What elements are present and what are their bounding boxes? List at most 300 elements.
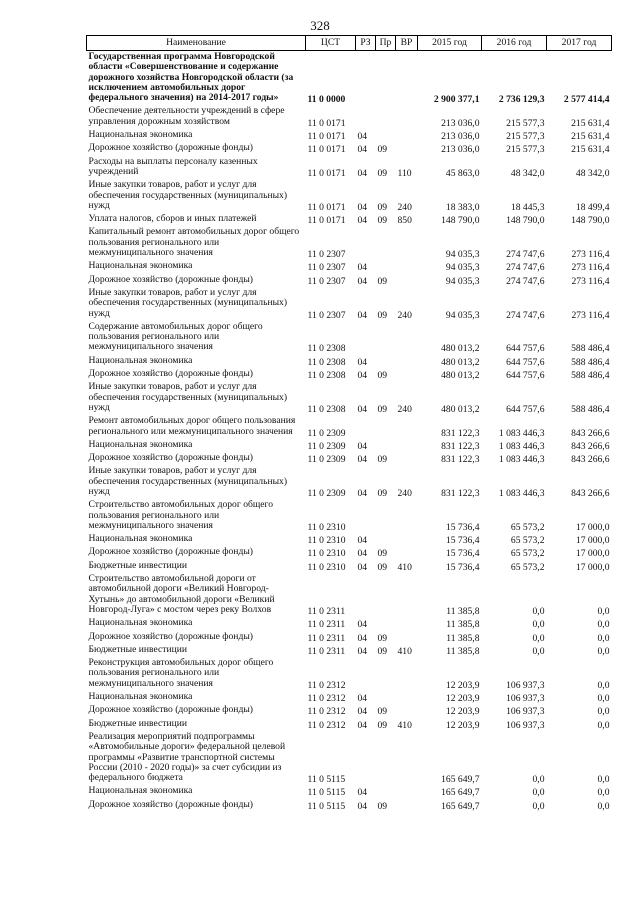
- row-name: Дорожное хозяйство (дорожные фонды): [88, 630, 253, 642]
- header-2016: 2016 год: [482, 36, 547, 51]
- row-value-2017: 843 266,6: [571, 454, 610, 466]
- header-2017: 2017 год: [547, 36, 612, 51]
- row-pr: [376, 355, 396, 368]
- table-row: [87, 142, 612, 155]
- row-value-2016: 65 573,2: [510, 561, 545, 573]
- row-rz: 04: [357, 262, 368, 274]
- row-vr: [396, 439, 418, 452]
- row-value-2015: 94 035,3: [445, 309, 480, 321]
- row-value-2017: 18 499,4: [575, 201, 610, 213]
- row-value-2015: 480 013,2: [441, 356, 480, 368]
- row-name: Национальная экономика: [88, 354, 193, 366]
- row-pr: [376, 533, 396, 546]
- row-name: Национальная экономика: [88, 438, 193, 450]
- table-row: [87, 617, 612, 630]
- row-value-2017: 0,0: [597, 619, 610, 631]
- row-value-2017: 0,0: [597, 719, 610, 731]
- row-vr: [396, 274, 418, 287]
- row-rz: 04: [357, 706, 368, 718]
- row-name: Дорожное хозяйство (дорожные фонды): [88, 368, 253, 380]
- row-cst: 11 0 2307: [307, 309, 346, 321]
- row-value-2016: 0,0: [532, 774, 545, 786]
- row-name: Дорожное хозяйство (дорожные фонды): [88, 142, 253, 154]
- row-value-2016: 0,0: [532, 800, 545, 812]
- row-value-2017: 215 631,4: [571, 117, 610, 129]
- row-value-2017: 0,0: [597, 693, 610, 705]
- row-vr: [396, 226, 418, 260]
- row-name: Государственная программа Новгородской области «Совершенствование и содержание дорожного хозяйства Новгородской области (за исключением автомобильных дорог федерального значения) на 2014-2017 годы»: [88, 51, 294, 104]
- row-rz: 04: [357, 309, 368, 321]
- row-cst: 11 0 2312: [307, 706, 346, 718]
- row-cst: 11 0 5115: [307, 787, 346, 799]
- row-value-2017: 843 266,6: [571, 440, 610, 452]
- row-value-2016: 0,0: [532, 645, 545, 657]
- table-row: [87, 644, 612, 657]
- row-vr: 410: [397, 719, 412, 731]
- row-rz: 04: [357, 719, 368, 731]
- row-cst: 11 0 2307: [307, 262, 346, 274]
- row-vr: [396, 704, 418, 717]
- row-value-2016: 106 937,3: [506, 706, 545, 718]
- row-value-2017: 588 486,4: [571, 403, 610, 415]
- row-vr: [396, 785, 418, 798]
- row-cst: 11 0 0000: [307, 94, 346, 106]
- row-pr: 09: [377, 454, 388, 466]
- row-vr: [396, 105, 418, 129]
- row-pr: 09: [377, 215, 388, 227]
- row-value-2016: 1 083 446,3: [498, 440, 545, 452]
- row-cst: 11 0 5115: [307, 774, 346, 786]
- header-rz: РЗ: [356, 36, 376, 51]
- row-rz: [356, 657, 376, 691]
- table-row: [87, 718, 612, 731]
- header-pr: Пр: [376, 36, 396, 51]
- row-cst: 11 0 2308: [307, 370, 346, 382]
- table-row: [87, 631, 612, 644]
- row-vr: 240: [397, 309, 412, 321]
- row-name: Дорожное хозяйство (дорожные фонды): [88, 798, 253, 810]
- row-value-2015: 12 203,9: [445, 693, 480, 705]
- row-value-2016: 2 736 129,3: [498, 94, 545, 106]
- row-vr: [396, 355, 418, 368]
- row-vr: [396, 452, 418, 465]
- header-name: Наименование: [87, 36, 306, 51]
- row-rz: 04: [357, 131, 368, 143]
- row-value-2016: 106 937,3: [506, 679, 545, 691]
- row-rz: [356, 51, 376, 106]
- row-value-2016: 644 757,6: [506, 370, 545, 382]
- row-value-2015: 213 036,0: [441, 117, 480, 129]
- table-row: [87, 355, 612, 368]
- row-rz: [356, 731, 376, 785]
- row-cst: 11 0 2309: [307, 487, 346, 499]
- row-value-2015: 12 203,9: [445, 679, 480, 691]
- row-rz: 04: [357, 561, 368, 573]
- row-value-2016: 644 757,6: [506, 343, 545, 355]
- row-vr: [396, 731, 418, 785]
- row-pr: [376, 105, 396, 129]
- row-value-2016: 215 577,3: [506, 117, 545, 129]
- row-pr: 09: [377, 561, 388, 573]
- row-pr: 09: [377, 275, 388, 287]
- row-rz: 04: [357, 535, 368, 547]
- row-value-2017: 588 486,4: [571, 356, 610, 368]
- row-value-2016: 106 937,3: [506, 719, 545, 731]
- row-pr: 09: [377, 144, 388, 156]
- row-cst: 11 0 2312: [307, 679, 346, 691]
- row-value-2015: 165 649,7: [441, 774, 480, 786]
- row-value-2015: 165 649,7: [441, 787, 480, 799]
- row-vr: [396, 260, 418, 273]
- row-value-2017: 0,0: [597, 605, 610, 617]
- row-value-2017: 273 116,4: [571, 249, 610, 261]
- row-rz: 04: [357, 645, 368, 657]
- table-row: [87, 260, 612, 273]
- row-vr: [396, 321, 418, 355]
- row-value-2017: 0,0: [597, 632, 610, 644]
- row-rz: 04: [357, 215, 368, 227]
- row-pr: [376, 321, 396, 355]
- row-value-2016: 18 445,3: [510, 201, 545, 213]
- row-name: Дорожное хозяйство (дорожные фонды): [88, 546, 253, 558]
- row-value-2016: 65 573,2: [510, 535, 545, 547]
- row-vr: [396, 799, 418, 812]
- row-name: Содержание автомобильных дорог общего пользования регионального или межмуниципального значения: [88, 320, 263, 353]
- row-pr: 09: [377, 645, 388, 657]
- row-value-2015: 18 383,0: [445, 201, 480, 213]
- row-cst: 11 0 0171: [307, 117, 346, 129]
- row-name: Бюджетные инвестиции: [88, 559, 187, 571]
- table-row: [87, 129, 612, 142]
- row-pr: [376, 785, 396, 798]
- row-vr: 850: [397, 215, 412, 227]
- row-value-2015: 831 122,3: [441, 440, 480, 452]
- row-vr: 410: [397, 645, 412, 657]
- row-cst: 11 0 0171: [307, 167, 346, 179]
- row-vr: [396, 573, 418, 617]
- row-rz: 04: [357, 144, 368, 156]
- row-name: Дорожное хозяйство (дорожные фонды): [88, 273, 253, 285]
- row-value-2016: 215 577,3: [506, 131, 545, 143]
- row-cst: 11 0 2308: [307, 356, 346, 368]
- row-value-2017: 17 000,0: [575, 548, 610, 560]
- row-cst: 11 0 2310: [307, 548, 346, 560]
- row-name: Ремонт автомобильных дорог общего пользования регионального или межмуниципального значения: [88, 415, 296, 437]
- row-cst: 11 0 2312: [307, 719, 346, 731]
- table-row: [87, 704, 612, 717]
- row-value-2015: 2 900 377,1: [433, 94, 480, 106]
- row-rz: [356, 573, 376, 617]
- row-value-2017: 273 116,4: [571, 309, 610, 321]
- table-row: [87, 381, 612, 415]
- row-cst: 11 0 2308: [307, 343, 346, 355]
- row-value-2015: 213 036,0: [441, 144, 480, 156]
- row-pr: 09: [377, 167, 388, 179]
- row-vr: 410: [397, 561, 412, 573]
- row-name: Иные закупки товаров, работ и услуг для обеспечения государственных (муниципальных) нужд: [88, 381, 288, 413]
- header-2015: 2015 год: [418, 36, 482, 51]
- row-value-2016: 644 757,6: [506, 403, 545, 415]
- header-vr: ВР: [396, 36, 418, 51]
- row-cst: 11 0 2310: [307, 561, 346, 573]
- row-name: Реализация мероприятий подпрограммы «Автомобильные дороги» федеральной целевой программы «Развитие транспортной системы России (2010 - 2020 годы)» за счет субсидии из федерального бюджета: [88, 730, 286, 784]
- row-vr: [396, 691, 418, 704]
- table-row: [87, 368, 612, 381]
- table-header-row: [87, 36, 612, 51]
- row-value-2015: 165 649,7: [441, 800, 480, 812]
- row-cst: 11 0 0171: [307, 131, 346, 143]
- row-name: Иные закупки товаров, работ и услуг для обеспечения государственных (муниципальных) нужд: [88, 179, 288, 211]
- row-value-2017: 17 000,0: [575, 535, 610, 547]
- row-cst: 11 0 2309: [307, 454, 346, 466]
- row-value-2017: 843 266,6: [571, 427, 610, 439]
- row-value-2017: 0,0: [597, 774, 610, 786]
- row-value-2017: 0,0: [597, 645, 610, 657]
- row-value-2015: 15 736,4: [445, 561, 480, 573]
- row-value-2016: 48 342,0: [510, 167, 545, 179]
- row-cst: 11 0 2309: [307, 440, 346, 452]
- row-cst: 11 0 2311: [307, 632, 346, 644]
- row-rz: 04: [357, 403, 368, 415]
- row-vr: [396, 129, 418, 142]
- budget-table: [86, 35, 612, 812]
- row-rz: [356, 415, 376, 439]
- row-name: Национальная экономика: [88, 533, 193, 545]
- row-value-2016: 274 747,6: [506, 262, 545, 274]
- row-cst: 11 0 2310: [307, 521, 346, 533]
- row-value-2015: 11 385,8: [446, 619, 480, 631]
- row-value-2016: 148 790,0: [506, 215, 545, 227]
- row-pr: [376, 260, 396, 273]
- row-value-2017: 273 116,4: [571, 262, 610, 274]
- row-rz: 04: [357, 693, 368, 705]
- row-name: Уплата налогов, сборов и иных платежей: [88, 213, 257, 225]
- table-row: [87, 415, 612, 439]
- row-value-2015: 15 736,4: [445, 535, 480, 547]
- row-vr: [396, 51, 418, 106]
- row-value-2016: 274 747,6: [506, 275, 545, 287]
- row-name: Национальная экономика: [88, 691, 193, 703]
- row-vr: [396, 546, 418, 559]
- row-pr: 09: [377, 548, 388, 560]
- row-cst: 11 0 2310: [307, 535, 346, 547]
- row-value-2015: 831 122,3: [441, 487, 480, 499]
- row-pr: [376, 51, 396, 106]
- row-vr: 240: [397, 403, 412, 415]
- row-name: Обеспечение деятельности учреждений в сфере управления дорожным хозяйством: [88, 105, 285, 127]
- row-vr: [396, 533, 418, 546]
- row-value-2015: 11 385,8: [446, 645, 480, 657]
- row-pr: 09: [377, 632, 388, 644]
- row-pr: [376, 499, 396, 533]
- row-pr: 09: [377, 706, 388, 718]
- row-rz: 04: [357, 370, 368, 382]
- row-pr: [376, 573, 396, 617]
- table-row: [87, 499, 612, 533]
- row-name: Национальная экономика: [88, 260, 193, 272]
- row-value-2016: 1 083 446,3: [498, 487, 545, 499]
- row-value-2016: 1 083 446,3: [498, 427, 545, 439]
- row-value-2015: 480 013,2: [441, 370, 480, 382]
- row-vr: [396, 415, 418, 439]
- table-row: [87, 213, 612, 226]
- row-rz: 04: [357, 800, 368, 812]
- row-pr: 09: [377, 370, 388, 382]
- row-value-2015: 45 863,0: [445, 167, 480, 179]
- row-value-2017: 588 486,4: [571, 370, 610, 382]
- row-value-2016: 1 083 446,3: [498, 454, 545, 466]
- table-row: [87, 731, 612, 785]
- row-value-2017: 0,0: [597, 800, 610, 812]
- row-pr: [376, 226, 396, 260]
- row-value-2016: 65 573,2: [510, 521, 545, 533]
- row-value-2015: 94 035,3: [445, 275, 480, 287]
- row-value-2016: 274 747,6: [506, 309, 545, 321]
- row-rz: 04: [357, 548, 368, 560]
- row-vr: 240: [397, 487, 412, 499]
- row-vr: [396, 657, 418, 691]
- row-name: Иные закупки товаров, работ и услуг для обеспечения государственных (муниципальных) нужд: [88, 465, 288, 497]
- row-name: Дорожное хозяйство (дорожные фонды): [88, 452, 253, 464]
- row-cst: 11 0 2308: [307, 403, 346, 415]
- row-cst: 11 0 2311: [307, 619, 346, 631]
- row-name: Реконструкция автомобильных дорог общего пользования регионального или межмуниципального значения: [88, 657, 274, 689]
- row-name: Капитальный ремонт автомобильных дорог общего пользования регионального или межмуниципального значения: [88, 226, 300, 259]
- row-value-2017: 17 000,0: [575, 561, 610, 573]
- row-value-2015: 213 036,0: [441, 131, 480, 143]
- row-value-2016: 0,0: [532, 605, 545, 617]
- row-value-2017: 48 342,0: [575, 167, 610, 179]
- table-row: [87, 226, 612, 260]
- row-pr: [376, 731, 396, 785]
- row-cst: 11 0 0171: [307, 215, 346, 227]
- row-value-2017: 0,0: [597, 787, 610, 799]
- row-pr: 09: [377, 800, 388, 812]
- row-cst: 11 0 2307: [307, 275, 346, 287]
- row-value-2017: 215 631,4: [571, 144, 610, 156]
- row-name: Строительство автомобильной дороги от автомобильной дороги «Великий Новгород-Хутынь» до автомобильной дороги «Великий Новгород-Луга» с мостом через реку Волхов: [88, 573, 275, 615]
- row-value-2015: 12 203,9: [445, 719, 480, 731]
- row-rz: 04: [357, 167, 368, 179]
- row-value-2017: 215 631,4: [571, 131, 610, 143]
- row-rz: 04: [357, 454, 368, 466]
- row-pr: [376, 439, 396, 452]
- table-row: [87, 573, 612, 617]
- table-row: [87, 274, 612, 287]
- row-vr: [396, 499, 418, 533]
- row-value-2016: 0,0: [532, 787, 545, 799]
- row-pr: [376, 657, 396, 691]
- row-value-2017: 17 000,0: [575, 521, 610, 533]
- row-value-2017: 0,0: [597, 706, 610, 718]
- row-value-2017: 148 790,0: [571, 215, 610, 227]
- row-rz: 04: [357, 787, 368, 799]
- table-row: [87, 179, 612, 213]
- row-rz: [356, 105, 376, 129]
- row-rz: [356, 321, 376, 355]
- table-row: [87, 452, 612, 465]
- row-name: Национальная экономика: [88, 617, 193, 629]
- row-pr: [376, 691, 396, 704]
- row-rz: [356, 499, 376, 533]
- row-value-2016: 0,0: [532, 619, 545, 631]
- row-name: Иные закупки товаров, работ и услуг для обеспечения государственных (муниципальных) нужд: [88, 286, 288, 319]
- row-vr: 240: [397, 201, 412, 213]
- row-rz: 04: [357, 487, 368, 499]
- table-row: [87, 51, 612, 106]
- table-row: [87, 156, 612, 180]
- page-number: 328: [310, 18, 330, 33]
- row-cst: 11 0 2309: [307, 427, 346, 439]
- row-value-2015: 11 385,8: [446, 605, 480, 617]
- table-row: [87, 799, 612, 812]
- row-vr: [396, 617, 418, 630]
- table-row: [87, 439, 612, 452]
- row-pr: 09: [377, 403, 388, 415]
- row-value-2016: 0,0: [532, 632, 545, 644]
- row-pr: [376, 415, 396, 439]
- row-cst: 11 0 0171: [307, 201, 346, 213]
- row-value-2015: 15 736,4: [445, 548, 480, 560]
- row-cst: 11 0 2307: [307, 249, 346, 261]
- row-value-2017: 0,0: [597, 679, 610, 691]
- row-cst: 11 0 0171: [307, 144, 346, 156]
- row-value-2015: 831 122,3: [441, 454, 480, 466]
- row-value-2015: 148 790,0: [441, 215, 480, 227]
- row-value-2016: 644 757,6: [506, 356, 545, 368]
- row-vr: [396, 368, 418, 381]
- table-row: [87, 465, 612, 499]
- row-cst: 11 0 2312: [307, 693, 346, 705]
- row-name: Национальная экономика: [88, 785, 193, 797]
- row-value-2016: 106 937,3: [506, 693, 545, 705]
- row-value-2016: 274 747,6: [506, 249, 545, 261]
- row-value-2015: 831 122,3: [441, 427, 480, 439]
- row-pr: 09: [377, 487, 388, 499]
- table-row: [87, 287, 612, 321]
- table-row: [87, 560, 612, 573]
- row-pr: 09: [377, 201, 388, 213]
- row-name: Бюджетные инвестиции: [88, 643, 187, 655]
- table-row: [87, 691, 612, 704]
- row-pr: 09: [377, 309, 388, 321]
- row-rz: 04: [357, 356, 368, 368]
- row-name: Расходы на выплаты персоналу казенных учреждений: [88, 155, 258, 177]
- row-name: Строительство автомобильных дорог общего пользования регионального или межмуниципального значения: [88, 499, 274, 531]
- row-rz: 04: [357, 440, 368, 452]
- row-value-2015: 94 035,3: [445, 249, 480, 261]
- table-row: [87, 105, 612, 129]
- row-rz: 04: [357, 201, 368, 213]
- row-vr: [396, 142, 418, 155]
- row-rz: 04: [357, 275, 368, 287]
- row-cst: 11 0 2311: [307, 605, 346, 617]
- row-value-2015: 15 736,4: [445, 521, 480, 533]
- row-vr: [396, 631, 418, 644]
- row-value-2015: 480 013,2: [441, 403, 480, 415]
- row-cst: 11 0 2311: [307, 645, 346, 657]
- table-row: [87, 657, 612, 691]
- row-name: Национальная экономика: [88, 129, 193, 141]
- table-row: [87, 321, 612, 355]
- row-value-2017: 2 577 414,4: [563, 94, 610, 106]
- row-value-2015: 11 385,8: [446, 632, 480, 644]
- row-name: Бюджетные инвестиции: [88, 717, 187, 729]
- row-value-2017: 273 116,4: [571, 275, 610, 287]
- row-vr: 110: [397, 167, 412, 179]
- row-value-2015: 94 035,3: [445, 262, 480, 274]
- row-value-2016: 65 573,2: [510, 548, 545, 560]
